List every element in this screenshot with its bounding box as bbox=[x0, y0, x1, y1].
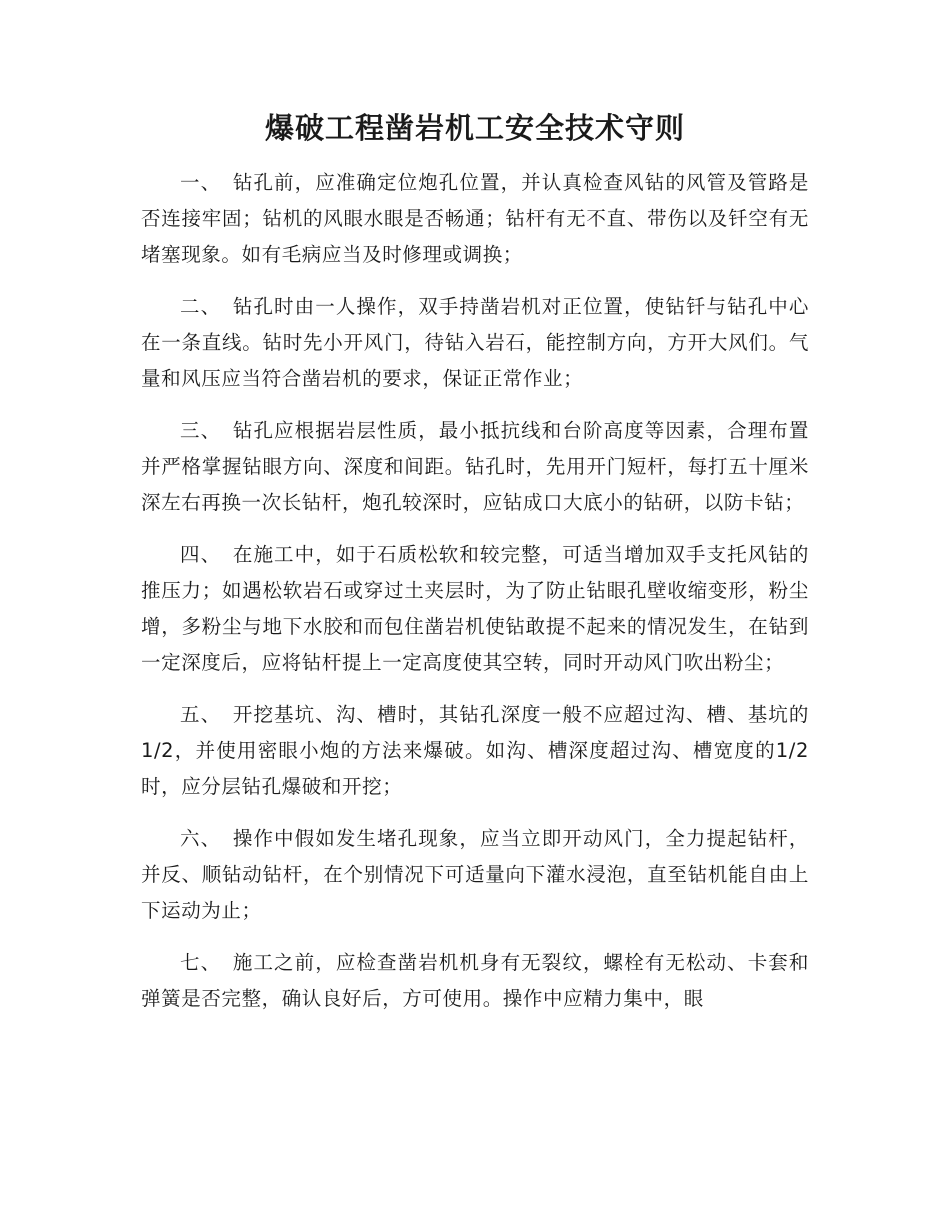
document-title: 爆破工程凿岩机工安全技术守则 bbox=[264, 111, 685, 145]
section-number: 四、 bbox=[180, 543, 222, 566]
section-number: 一、 bbox=[180, 171, 222, 194]
document-body bbox=[141, 165, 809, 1033]
section-7 bbox=[141, 945, 809, 1017]
section-1 bbox=[141, 165, 809, 273]
section-text: 钻孔前，应准确定位炮孔位置，并认真检查风钻的风管及管路是否连接牢固；钻机的风眼水眼是否畅通；钻杆有无不直、带伤以及钎空有无堵塞现象。如有毛病应当及时修理或调换； bbox=[141, 171, 809, 266]
section-text: 钻孔时由一人操作，双手持凿岩机对正位置，使钻钎与钻孔中心在一条直线。钻时先小开风门，待钻入岩石，能控制方向，方开大风们。气量和风压应当符合凿岩机的要求，保证正常作业； bbox=[141, 295, 809, 390]
section-number: 二、 bbox=[180, 295, 222, 318]
section-4 bbox=[141, 537, 809, 681]
section-text: 开挖基坑、沟、槽时，其钻孔深度一般不应超过沟、槽、基坑的1/2，并使用密眼小炮的方法来爆破。如沟、槽深度超过沟、槽宽度的1/2时，应分层钻孔爆破和开挖； bbox=[141, 703, 809, 798]
section-text: 操作中假如发生堵孔现象，应当立即开动风门，全力提起钻杆，并反、顺钻动钻杆，在个别情况下可适量向下灌水浸泡，直至钻机能自由上下运动为止； bbox=[141, 827, 809, 922]
section-number: 七、 bbox=[180, 951, 222, 974]
section-3 bbox=[141, 413, 809, 521]
section-number: 五、 bbox=[180, 703, 222, 726]
section-2 bbox=[141, 289, 809, 397]
section-number: 三、 bbox=[180, 419, 222, 442]
section-text: 在施工中，如于石质松软和较完整，可适当增加双手支托风钻的推压力；如遇松软岩石或穿过土夹层时，为了防止钻眼孔壁收缩变形，粉尘增，多粉尘与地下水胶和而包住凿岩机使钻敢提不起来的情况发生，在钻到一定深度后，应将钻杆提上一定高度使其空转，同时开动风门吹出粉尘； bbox=[141, 543, 809, 674]
section-number: 六、 bbox=[180, 827, 222, 850]
section-text: 钻孔应根据岩层性质，最小抵抗线和台阶高度等因素，合理布置并严格掌握钻眼方向、深度和间距。钻孔时，先用开门短杆，每打五十厘米深左右再换一次长钻杆，炮孔较深时，应钻成口大底小的钻研，以防卡钻； bbox=[141, 419, 809, 514]
section-5 bbox=[141, 697, 809, 805]
section-6 bbox=[141, 821, 809, 929]
section-text: 施工之前，应检查凿岩机机身有无裂纹，螺栓有无松动、卡套和弹簧是否完整，确认良好后，方可使用。操作中应精力集中，眼 bbox=[141, 951, 809, 1010]
